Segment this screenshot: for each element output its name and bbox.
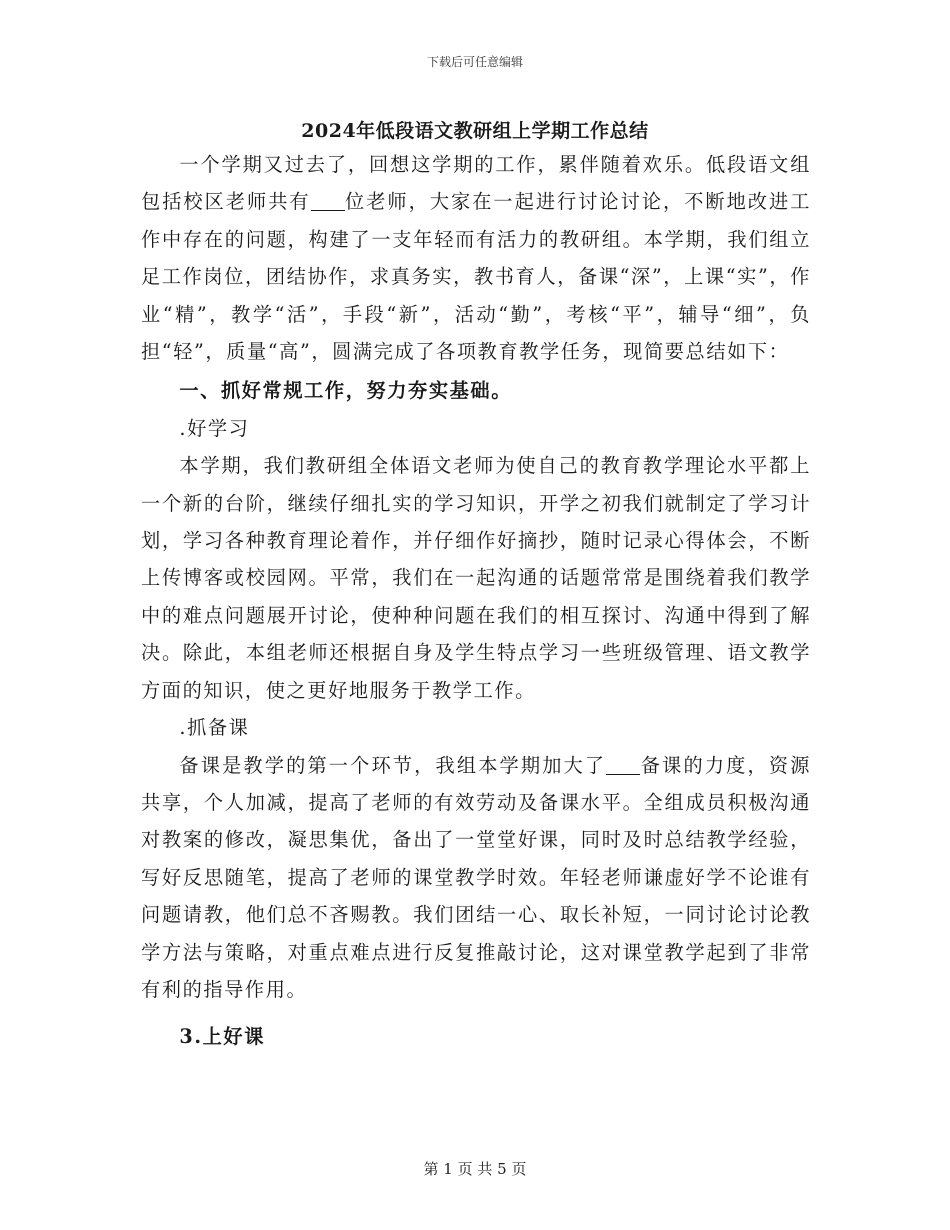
fill-blank — [606, 754, 640, 774]
lesson-prep-text-part2: 备课的力度，资源共享，个人加减，提高了老师的有效劳动及备课水平。全组成员积极沟通对教案的修改，凝思集优，备出了一堂堂好课，同时及时总结教学经验，写好反思随笔，提高了老师的课堂教学时效。年轻老师谦虚好学不论谁有问题请教，他们总不吝赐教。我们团结一心、取长补短，一同讨论讨论教学方法与策略，对重点难点进行反复推敲讨论，这对课堂教学起到了非常有利的指导作用。 — [141, 753, 811, 1001]
paragraph-lesson-prep — [141, 747, 811, 1009]
subheading-lesson-prep: .抓备课 — [179, 716, 250, 740]
paragraph-study: 本学期，我们教研组全体语文老师为使自己的教育教学理论水平都上一个新的台阶，继续仔细扎实的学习知识，开学之初我们就制定了学习计划，学习各种教育理论着作，并仔细作好摘抄，随时记录心得体会，不断上传博客或校园网。平常，我们在一起沟通的话题常常是围绕着我们教学中的难点问题展开讨论，使种种问题在我们的相互探讨、沟通中得到了解决。除此，本组老师还根据自身及学生特点学习一些班级管理、语文教学方面的知识，使之更好地服务于教学工作。 — [141, 454, 811, 702]
document-body — [141, 146, 811, 1056]
intro-text-part2: 位老师，大家在一起进行讨论讨论，不断地改进工作中存在的问题，构建了一支年轻而有活力的教研组。本学期，我们组立足工作岗位，团结协作，求真务实，教书育人，备课“深”，上课“实”，作业“精”，教学“活”，手段“新”，活动“勤”，考核“平”，辅导“细”，负担“轻”，质量“高”，圆满完成了各项教育教学任务，现简要总结如下： — [141, 190, 811, 364]
section-heading-1: 一、抓好常规工作，努力夯实基础。 — [179, 379, 512, 403]
lesson-prep-text-part1: 备课是教学的第一个环节，我组本学期加大了 — [179, 753, 607, 777]
subheading-study: .好学习 — [179, 416, 250, 440]
page-footer: 第 1 页 共 5 页 — [423, 1160, 527, 1178]
document-title: 2024年低段语文教研组上学期工作总结 — [301, 120, 649, 142]
page-header: 下载后可任意编辑 — [426, 55, 523, 69]
intro-text-part1: 一个学期又过去了，回想这学期的工作，累伴随着欢乐。低段语文组包括校区老师共有 — [141, 153, 811, 214]
fill-blank — [311, 191, 345, 211]
subheading-teach: 3.上好课 — [179, 1025, 265, 1049]
intro-paragraph — [141, 146, 811, 370]
